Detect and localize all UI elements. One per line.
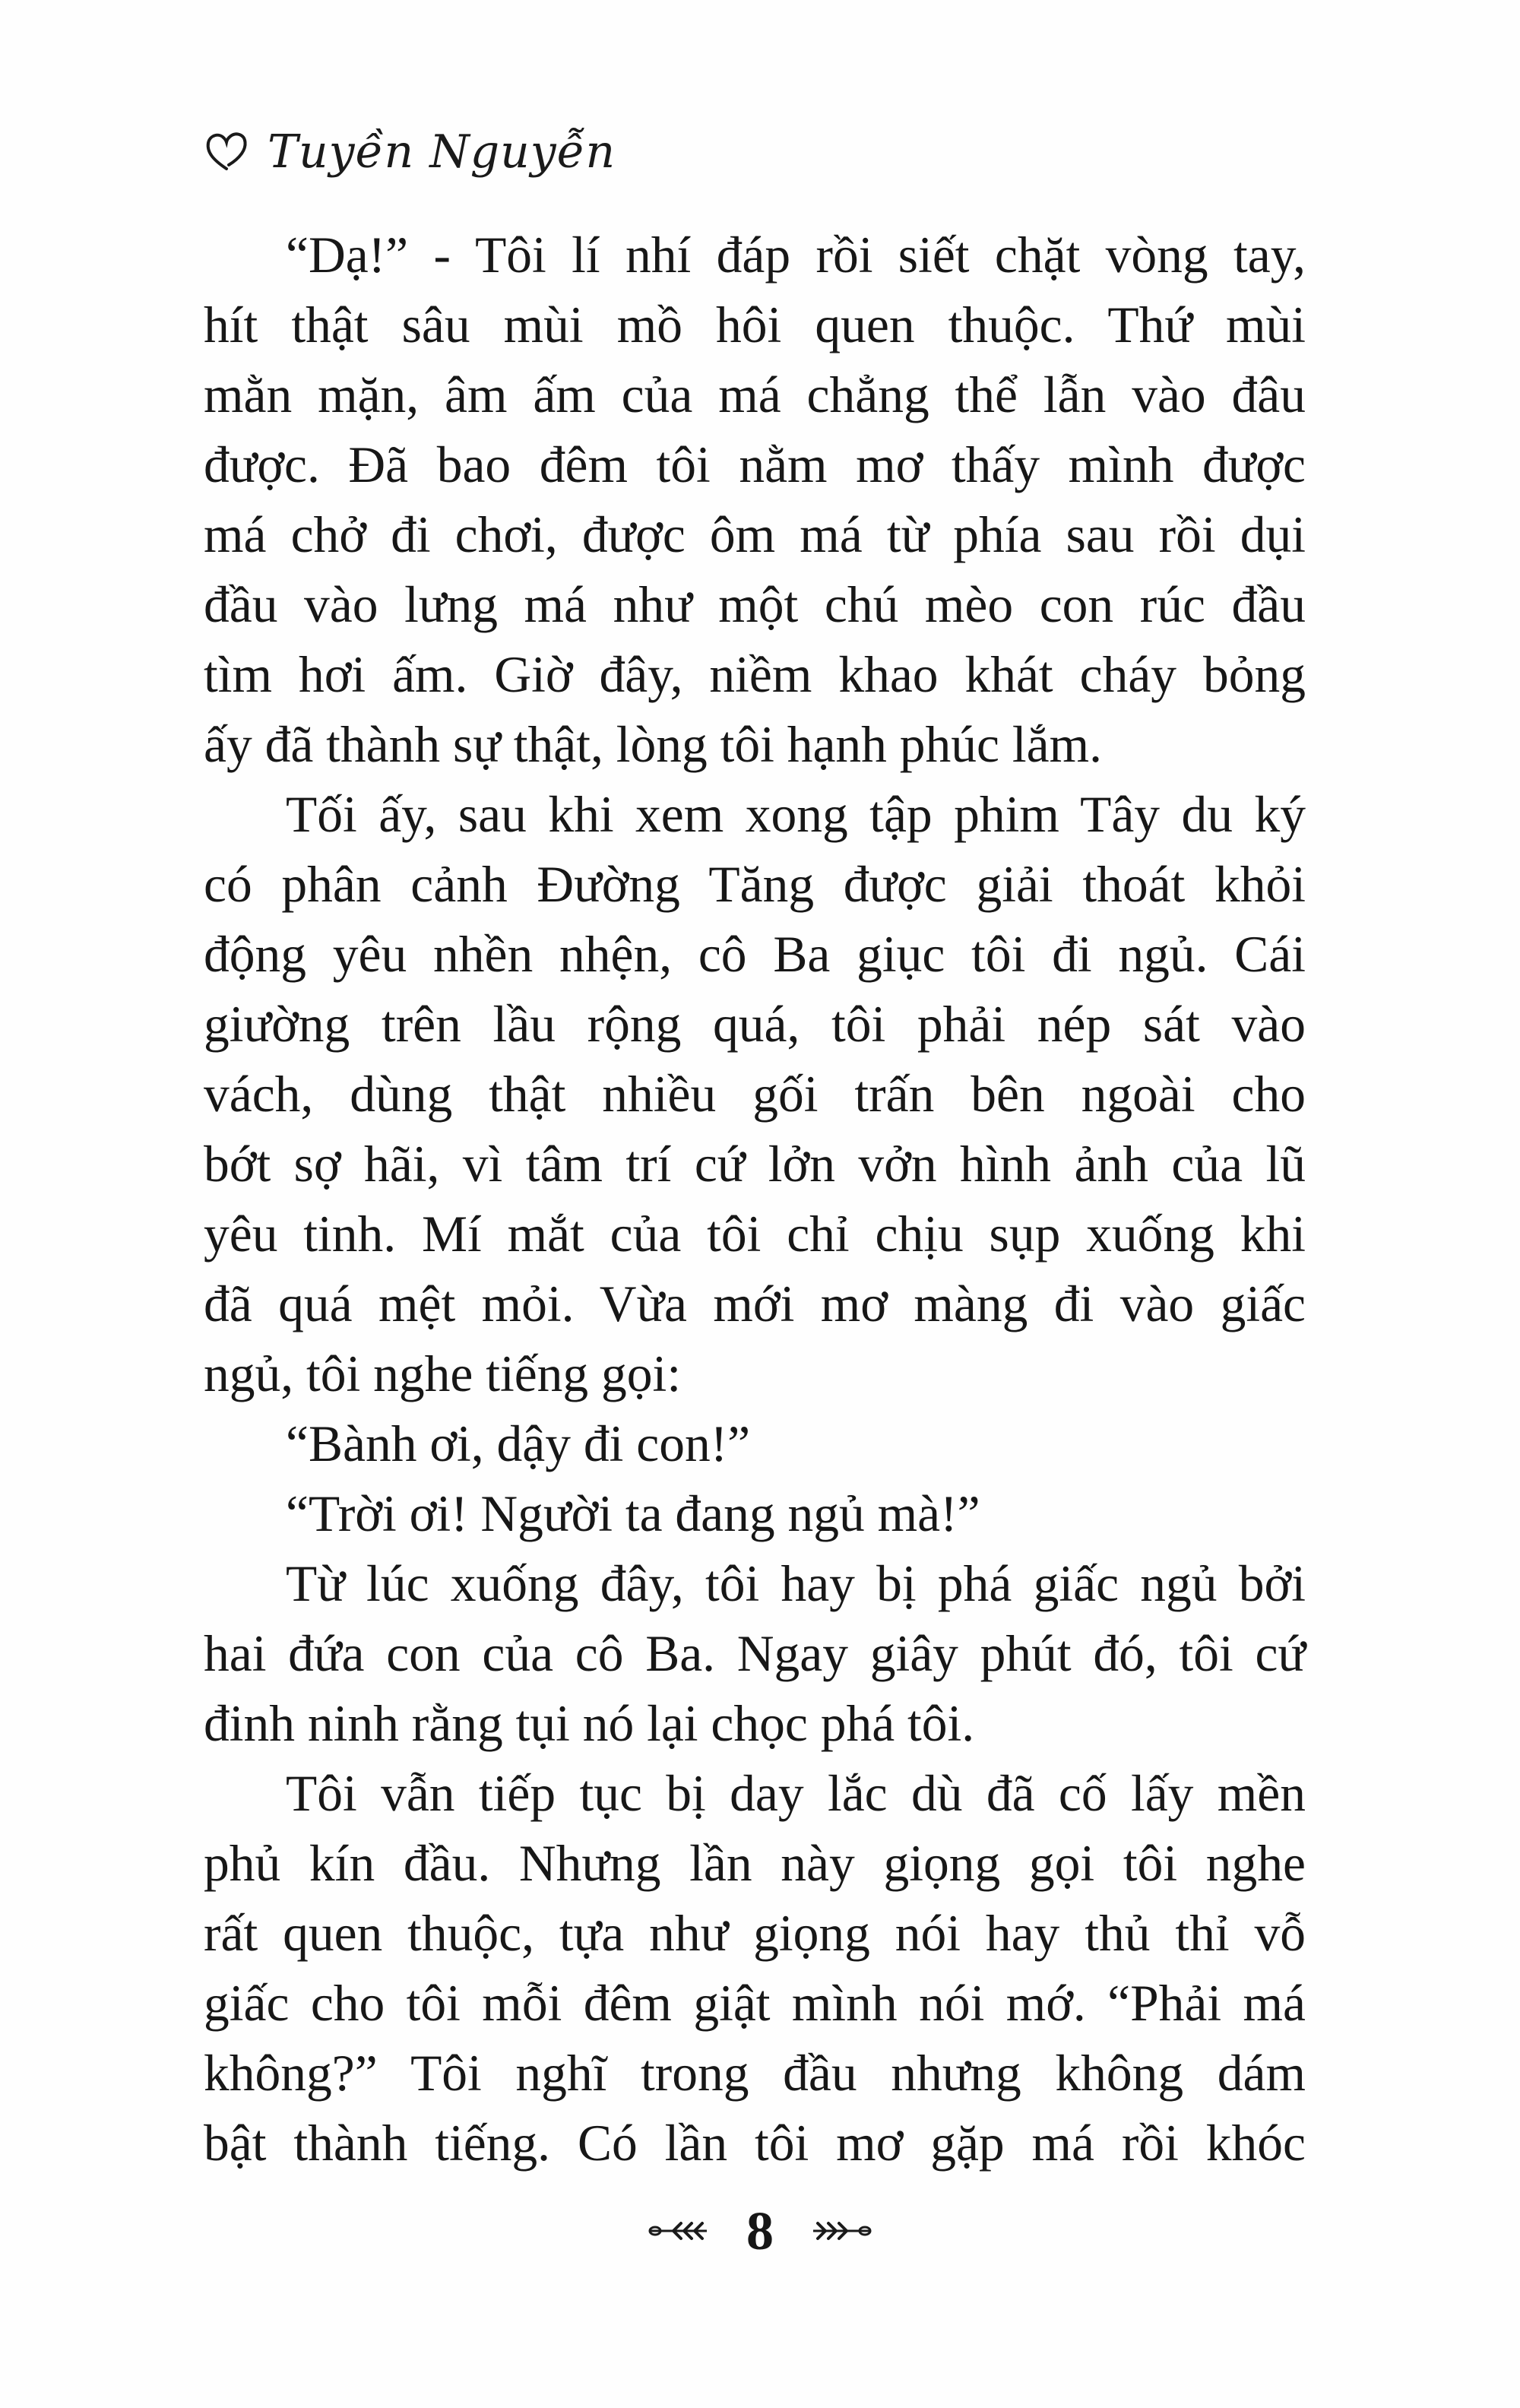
text-line: được. Đã bao đêm tôi nằm mơ thấy mình được	[204, 436, 1306, 493]
text-line: giấc cho tôi mỗi đêm giật mình nói mớ. “Phải má	[204, 1975, 1306, 2032]
author-name: Tuyền Nguyễn	[268, 125, 616, 179]
leaf-ornament-left-icon	[648, 2217, 708, 2245]
running-header	[204, 114, 616, 190]
text-line: đầu vào lưng má như một chú mèo con rúc đầu	[204, 576, 1306, 633]
text-line: “Dạ!” - Tôi lí nhí đáp rồi siết chặt vòng tay,	[286, 227, 1306, 284]
text-line: Tôi vẫn tiếp tục bị day lắc dù đã cố lấy mền	[286, 1765, 1306, 1822]
text-line: vách, dùng thật nhiều gối trấn bên ngoài cho	[204, 1066, 1306, 1123]
text-line: có phân cảnh Đường Tăng được giải thoát khỏi	[204, 856, 1306, 913]
heart-outline-icon	[204, 129, 249, 175]
text-line: tìm hơi ấm. Giờ đây, niềm khao khát cháy bỏng	[204, 646, 1306, 703]
dialogue-line: “Bành ơi, dậy đi con!”	[286, 1415, 751, 1472]
text-line: hít thật sâu mùi mồ hôi quen thuộc. Thứ mùi	[204, 296, 1306, 353]
text-line: phủ kín đầu. Nhưng lần này giọng gọi tôi nghe	[204, 1835, 1306, 1892]
page-number: 8	[746, 2200, 774, 2261]
body-text	[204, 220, 1306, 2178]
text-line: ấy đã thành sự thật, lòng tôi hạnh phúc lắm.	[204, 716, 1102, 773]
leaf-ornament-right-icon	[812, 2217, 872, 2245]
text-line: đinh ninh rằng tụi nó lại chọc phá tôi.	[204, 1695, 975, 1752]
text-line: Từ lúc xuống đây, tôi hay bị phá giấc ngủ bởi	[286, 1555, 1306, 1612]
text-line: rất quen thuộc, tựa như giọng nói hay thủ thỉ vỗ	[204, 1905, 1306, 1962]
text-line: yêu tinh. Mí mắt của tôi chỉ chịu sụp xuống khi	[204, 1206, 1306, 1263]
text-line: bớt sợ hãi, vì tâm trí cứ lởn vởn hình ảnh của lũ	[204, 1136, 1306, 1193]
dialogue-line: “Trời ơi! Người ta đang ngủ mà!”	[286, 1485, 980, 1542]
text-line: mằn mặn, âm ấm của má chẳng thể lẫn vào đâu	[204, 366, 1306, 423]
text-line: hai đứa con của cô Ba. Ngay giây phút đó, tôi cứ	[204, 1625, 1306, 1682]
text-line: động yêu nhền nhện, cô Ba giục tôi đi ngủ. Cái	[204, 926, 1306, 983]
text-line: không?” Tôi nghĩ trong đầu nhưng không dám	[204, 2045, 1306, 2102]
text-line: đã quá mệt mỏi. Vừa mới mơ màng đi vào giấc	[204, 1275, 1306, 1332]
page-footer	[0, 2189, 1520, 2273]
text-line: bật thành tiếng. Có lần tôi mơ gặp má rồi khóc	[204, 2115, 1306, 2172]
text-line: giường trên lầu rộng quá, tôi phải nép sát vào	[204, 996, 1306, 1053]
text-line: má chở đi chơi, được ôm má từ phía sau rồi dụi	[204, 506, 1306, 563]
text-line: ngủ, tôi nghe tiếng gọi:	[204, 1345, 682, 1402]
text-line: Tối ấy, sau khi xem xong tập phim Tây du ký	[286, 786, 1306, 843]
